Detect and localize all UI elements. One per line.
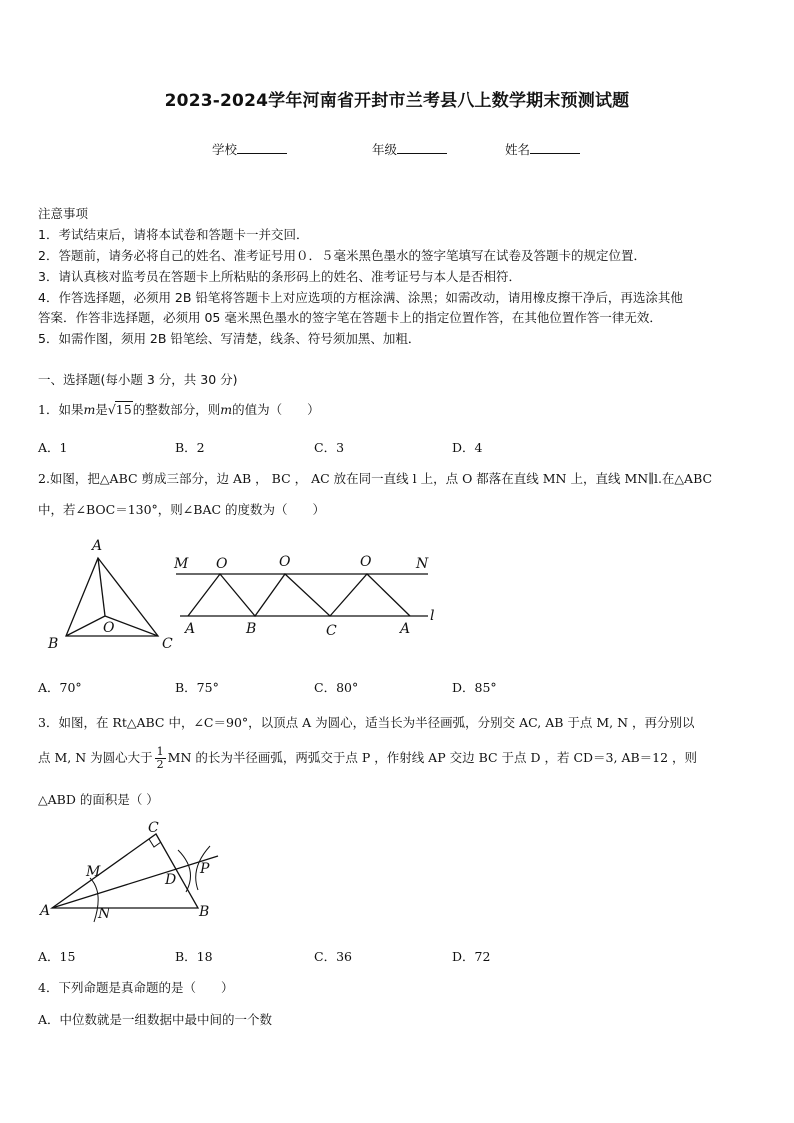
fig1-label-o: O xyxy=(103,620,115,636)
fraction-one-half xyxy=(155,746,166,771)
q1-radicand: 15 xyxy=(115,402,132,417)
q2-option-c[interactable]: C．80° xyxy=(314,680,359,695)
fig2-label-m: M xyxy=(174,556,189,572)
q1-text-1: 1．如果 xyxy=(38,402,84,417)
page-title: 2023-2024学年河南省开封市兰考县八上数学期末预测试题 xyxy=(164,91,630,111)
notice-item-1: 1．考试结束后，请将本试卷和答题卡一并交回． xyxy=(38,227,309,242)
q2-stem-line1: 2.如图，把△ABC 剪成三部分，边 AB ， BC ， AC 放在同一直线 l 上，点 O 都落在直线 MN 上，直线 MN∥l.在△ABC xyxy=(38,471,713,486)
section-heading: 一、选择题(每小题 3 分，共 30 分) xyxy=(38,372,238,387)
fig2-label-c: C xyxy=(326,623,337,639)
q3-option-d[interactable]: D．72 xyxy=(452,949,491,964)
notice-item-2: 2．答题前，请务必将自己的姓名、准考证号用０．５毫米黑色墨水的签字笔填写在试卷及答题卡的规定位置． xyxy=(38,248,646,263)
fraction-denominator: 2 xyxy=(156,758,164,771)
fig1-label-a: A xyxy=(92,538,103,554)
q1-option-c[interactable]: C．3 xyxy=(314,440,345,455)
q1-text-4: 的值为（ ） xyxy=(232,402,320,417)
grade-field[interactable] xyxy=(372,140,447,158)
notice-heading: 注意事项 xyxy=(38,206,89,221)
q1-text-3: 的整数部分，则 xyxy=(132,402,221,417)
notice-item-3: 3．请认真核对监考员在答题卡上所粘贴的条形码上的姓名、准考证号与本人是否相符． xyxy=(38,269,521,284)
q3-option-c[interactable]: C．36 xyxy=(314,949,352,964)
fraction-numerator: 1 xyxy=(156,745,164,758)
fig3-label-c: C xyxy=(148,820,159,836)
notice-item-4-cont: 答案．作答非选择题，必须用 05 毫米黑色墨水的签字笔在答题卡上的指定位置作答，在其他位置作答一律无效． xyxy=(38,310,662,325)
q1-var-m: m xyxy=(83,402,96,417)
q3-text-2a: 点 M, N 为圆心大于 xyxy=(38,750,153,765)
q3-text-2b: MN 的长为半径画弧，两弧交于点 P ，作射线 AP 交边 BC 于点 D ，若 CD＝3, AB＝12 ，则 xyxy=(167,750,698,765)
school-field[interactable] xyxy=(212,140,287,158)
q3-stem-line2 xyxy=(38,746,697,771)
fig2-label-a1: A xyxy=(185,621,196,637)
q1-var-m2: m xyxy=(220,402,233,417)
q3-figure xyxy=(38,820,238,930)
q1-option-b[interactable]: B．2 xyxy=(175,440,205,455)
question-1 xyxy=(38,400,320,418)
triangle-abc-figure xyxy=(47,538,173,652)
fig2-label-o2: O xyxy=(279,554,291,570)
q2-option-b[interactable]: B．75° xyxy=(175,680,219,695)
fig3-label-b: B xyxy=(199,904,210,920)
name-blank[interactable] xyxy=(530,141,580,154)
grade-blank[interactable] xyxy=(397,141,447,154)
fig2-label-n: N xyxy=(416,556,429,572)
fig2-label-l: l xyxy=(430,608,435,624)
fig3-label-a: A xyxy=(40,903,51,919)
school-label: 学校 xyxy=(212,142,238,157)
fig2-label-o1: O xyxy=(216,556,228,572)
grade-label: 年级 xyxy=(372,142,398,157)
fig3-label-n: N xyxy=(98,906,111,922)
q3-option-a[interactable]: A．15 xyxy=(38,949,76,964)
q4-stem: 4．下列命题是真命题的是（ ） xyxy=(38,980,234,995)
fig2-label-b: B xyxy=(246,621,257,637)
fig2-label-a2: A xyxy=(400,621,411,637)
q3-option-b[interactable]: B．18 xyxy=(175,949,213,964)
q1-option-d[interactable]: D．4 xyxy=(452,440,483,455)
school-blank[interactable] xyxy=(237,141,287,154)
fig1-label-b: B xyxy=(48,636,59,652)
name-label: 姓名 xyxy=(505,142,531,157)
parallel-lines-figure xyxy=(173,554,434,639)
q3-stem-line3: △ABD 的面积是（ ） xyxy=(38,792,159,807)
notice-item-4: 4．作答选择题，必须用 2B 铅笔将答题卡上对应选项的方框涂满、涂黑；如需改动，请用橡皮擦干净后，再选涂其他 xyxy=(38,290,683,305)
fig2-label-o3: O xyxy=(360,554,372,570)
name-field[interactable] xyxy=(505,140,580,158)
q1-text-2: 是 xyxy=(95,402,108,417)
fig3-label-m: M xyxy=(86,864,101,880)
q2-stem-line2: 中，若∠BOC＝130°，则∠BAC 的度数为（ ） xyxy=(38,502,326,517)
fig3-label-d: D xyxy=(165,872,177,888)
q2-option-d[interactable]: D．85° xyxy=(452,680,497,695)
fig3-label-p: P xyxy=(200,861,210,877)
q2-option-a[interactable]: A．70° xyxy=(38,680,82,695)
q1-option-a[interactable]: A．1 xyxy=(38,440,68,455)
fig1-label-c: C xyxy=(162,636,173,652)
notice-item-5: 5．如需作图，须用 2B 铅笔绘、写清楚，线条、符号须加黑、加粗． xyxy=(38,331,421,346)
q3-stem-line1: 3．如图，在 Rt△ABC 中，∠C＝90°，以顶点 A 为圆心，适当长为半径画弧，分别交 AC, AB 于点 M, N ，再分别以 xyxy=(38,715,695,730)
q4-option-a[interactable]: A．中位数就是一组数据中最中间的一个数 xyxy=(38,1012,273,1027)
sqrt-symbol: √ xyxy=(107,402,116,417)
q2-figure xyxy=(40,536,440,654)
